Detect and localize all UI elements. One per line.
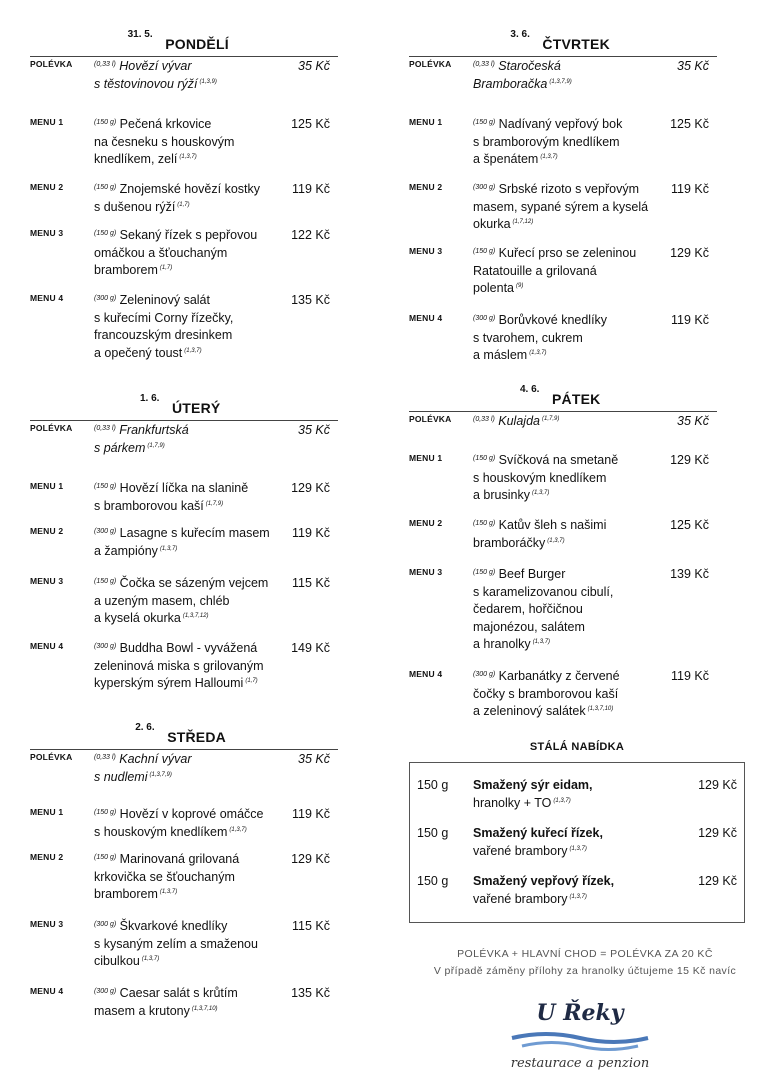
dish-line: a opečený toust xyxy=(94,345,183,360)
item-allergens: (1,3,7) xyxy=(553,797,571,804)
dish-description xyxy=(94,851,294,904)
item-side: vařené brambory xyxy=(473,843,568,858)
dish-line: bramboráčky xyxy=(473,535,546,550)
row-label: POLÉVKA xyxy=(30,59,73,69)
waves-icon xyxy=(510,1030,650,1052)
dish-line: Pečená krkovice xyxy=(116,117,212,131)
item-weight: 150 g xyxy=(417,826,449,840)
day-name: STŘEDA xyxy=(167,729,226,745)
dish-description xyxy=(94,985,294,1020)
day-divider xyxy=(409,56,717,57)
dish-weight: (300 g) xyxy=(473,315,496,322)
dish-description xyxy=(473,668,673,721)
dish-line: a máslem xyxy=(473,348,528,362)
dish-line: a brusinky xyxy=(473,488,530,502)
day-name: PONDĚLÍ xyxy=(165,36,229,52)
dish-line: čočky s bramborovou kaší xyxy=(473,686,619,701)
day-name: ÚTERÝ xyxy=(172,400,221,416)
dish-weight: (150 g) xyxy=(473,119,496,126)
dish-description xyxy=(473,58,673,93)
dish-description xyxy=(94,806,294,841)
dish-line: Hovězí v koprové omáčce xyxy=(116,807,264,821)
dish-weight: (150 g) xyxy=(94,230,117,237)
day-patek xyxy=(409,384,717,718)
dish-description xyxy=(473,312,673,365)
dish-line: Bramboračka xyxy=(473,76,548,91)
dish-line: majonézou, salátem xyxy=(473,619,585,634)
dish-description xyxy=(473,452,673,505)
item-title: Smažený sýr eidam, xyxy=(473,778,593,792)
dish-price: 35 Kč xyxy=(298,59,330,73)
day-date: 3. 6. xyxy=(510,29,530,40)
dish-weight: (150 g) xyxy=(94,184,117,191)
day-divider xyxy=(30,749,338,750)
item-allergens: (1,3,7) xyxy=(569,893,587,900)
dish-line: s dušenou rýží xyxy=(94,199,176,214)
dish-description xyxy=(94,422,294,457)
dish-line: kyperským sýrem Halloumi xyxy=(94,676,244,690)
dish-price: 135 Kč xyxy=(291,293,330,307)
dish-price: 115 Kč xyxy=(292,919,330,933)
dish-line: Nadívaný vepřový bok xyxy=(495,117,623,131)
restaurant-logo xyxy=(490,1000,670,1085)
day-header xyxy=(30,722,338,749)
item-title: Smažený kuřecí řízek, xyxy=(473,826,603,840)
day-divider xyxy=(30,420,338,421)
dish-line: Staročeská xyxy=(494,59,561,73)
dish-price: 119 Kč xyxy=(292,807,330,821)
dish-line: Škvarkové knedlíky xyxy=(116,919,228,933)
dish-description xyxy=(473,245,673,298)
dish-line: masem, sypané sýrem a kyselá xyxy=(473,199,649,214)
dish-line: Caesar salát s krůtím xyxy=(116,986,238,1000)
item-title: Smažený vepřový řízek, xyxy=(473,874,615,888)
dish-price: 129 Kč xyxy=(291,852,330,866)
item-side: hranolky + TO xyxy=(473,795,552,810)
dish-description xyxy=(94,58,294,93)
dish-description xyxy=(473,517,673,552)
row-label: MENU 3 xyxy=(409,246,443,256)
dish-allergens: (1,3,7) xyxy=(532,639,551,645)
dish-line: Svíčková na smetaně xyxy=(495,453,619,467)
dish-line: s karamelizovanou cibulí, xyxy=(473,584,614,599)
dish-line: zeleninová miska s grilovaným xyxy=(94,658,264,673)
dish-allergens: (1,3,7) xyxy=(159,545,178,552)
dish-allergens: (1,3,7,10) xyxy=(587,706,614,712)
dish-price: 119 Kč xyxy=(671,669,709,683)
dish-weight: (300 g) xyxy=(94,921,117,928)
dish-line: cibulkou xyxy=(94,954,140,968)
dish-price: 115 Kč xyxy=(292,576,330,590)
dish-allergens: (1,3,7) xyxy=(179,154,197,160)
dish-allergens: (1,7) xyxy=(177,201,190,208)
dish-allergens: (1,3,9) xyxy=(199,78,217,85)
dish-price: 129 Kč xyxy=(670,246,709,260)
dish-price: 125 Kč xyxy=(670,117,709,131)
dish-line: Frankfurtská xyxy=(115,423,189,437)
dish-line: Kulajda xyxy=(494,414,540,428)
item-side: vařené brambory xyxy=(473,891,568,906)
dish-line: Katův šleh s našimi xyxy=(495,518,607,532)
dish-line: omáčkou a šťouchaným xyxy=(94,245,228,260)
dish-allergens: (1,7,12) xyxy=(512,219,534,225)
dish-price: 119 Kč xyxy=(671,182,709,196)
dish-line: a uzeným masem, chléb xyxy=(94,593,230,608)
dish-line: na česneku s houskovým xyxy=(94,134,235,149)
row-label: MENU 3 xyxy=(30,919,64,929)
dish-price: 122 Kč xyxy=(291,228,330,242)
dish-line: Ratatouille a grilovaná xyxy=(473,263,597,278)
dish-line: Marinovaná grilovaná xyxy=(116,852,240,866)
item-price: 129 Kč xyxy=(698,778,737,792)
dish-line: a špenátem xyxy=(473,152,539,166)
dish-weight: (300 g) xyxy=(94,988,117,995)
dish-price: 35 Kč xyxy=(298,423,330,437)
dish-line: Kachní vývar xyxy=(115,752,192,766)
dish-description xyxy=(473,566,673,654)
dish-description xyxy=(94,575,294,628)
dish-allergens: (1,3,7) xyxy=(229,826,247,833)
dish-line: s bramborovým knedlíkem xyxy=(473,134,620,149)
dish-line: Sekaný řízek s pepřovou xyxy=(116,228,258,242)
dish-line: Hovězí vývar xyxy=(115,59,192,73)
row-label: POLÉVKA xyxy=(30,423,73,433)
row-label: MENU 1 xyxy=(30,481,64,491)
dish-allergens: (1,7) xyxy=(159,265,173,271)
item-weight: 150 g xyxy=(417,874,449,888)
dish-allergens: (1,3,7) xyxy=(184,347,202,354)
dish-line: s kuřecími Corny řízečky, xyxy=(94,310,234,325)
row-label: MENU 1 xyxy=(409,453,443,463)
dish-price: 35 Kč xyxy=(677,414,709,428)
dish-weight: (150 g) xyxy=(473,248,496,255)
dish-line: Buddha Bowl - vyvážená xyxy=(116,641,258,655)
dish-line: bramborem xyxy=(94,887,158,901)
row-label: MENU 3 xyxy=(30,228,64,238)
dish-weight: (150 g) xyxy=(473,455,496,462)
dish-weight: (300 g) xyxy=(94,295,117,302)
dish-line: okurka xyxy=(473,217,511,231)
dish-price: 129 Kč xyxy=(670,453,709,467)
day-header xyxy=(30,29,338,56)
dish-weight: (0,33 l) xyxy=(473,61,495,68)
dish-line: s bramborovou kaší xyxy=(94,498,204,513)
row-label: MENU 1 xyxy=(30,117,64,127)
day-date: 31. 5. xyxy=(127,29,153,40)
dish-allergens: (1,3,7) xyxy=(159,889,178,895)
dish-description xyxy=(94,181,294,216)
dish-line: Lasagne s kuřecím masem xyxy=(116,526,270,540)
row-label: POLÉVKA xyxy=(30,752,73,762)
dish-allergens: (1,3,7,9) xyxy=(149,771,172,778)
dish-weight: (150 g) xyxy=(94,854,117,861)
dish-weight: (300 g) xyxy=(473,184,496,191)
dish-line: a kyselá okurka xyxy=(94,611,181,625)
dish-allergens: (1,3,7,9) xyxy=(549,78,572,85)
row-label: MENU 2 xyxy=(409,182,443,192)
day-streda xyxy=(30,722,338,1018)
row-label: MENU 4 xyxy=(30,986,64,996)
side-swap-note: V případě záměny přílohy za hranolky účtujeme 15 Kč navíc xyxy=(433,965,737,977)
dish-weight: (0,33 l) xyxy=(94,425,116,432)
dish-price: 149 Kč xyxy=(291,641,330,655)
dish-line: s kysaným zelím a smaženou xyxy=(94,936,258,951)
row-label: MENU 1 xyxy=(30,807,64,817)
day-date: 2. 6. xyxy=(135,722,155,733)
dish-weight: (0,33 l) xyxy=(94,61,116,68)
dish-weight: (150 g) xyxy=(473,569,496,576)
dish-allergens: (1,3,7) xyxy=(531,490,550,496)
standing-offer-box xyxy=(409,762,745,923)
dish-line: s nudlemi xyxy=(94,769,148,784)
dish-allergens: (1,3,7) xyxy=(529,350,547,356)
dish-weight: (0,33 l) xyxy=(94,754,116,761)
dish-price: 35 Kč xyxy=(677,59,709,73)
dish-line: čedarem, hořčičnou xyxy=(473,602,583,616)
row-label: MENU 4 xyxy=(30,293,64,303)
item-name xyxy=(473,777,678,812)
dish-price: 135 Kč xyxy=(291,986,330,1000)
row-label: MENU 2 xyxy=(409,518,443,528)
day-pondeli xyxy=(30,29,338,360)
item-price: 129 Kč xyxy=(698,826,737,840)
dish-allergens: (9) xyxy=(516,283,524,289)
dish-allergens: (1,7,9) xyxy=(147,442,165,449)
combo-note: POLÉVKA + HLAVNÍ CHOD = POLÉVKA ZA 20 KČ xyxy=(457,948,713,960)
dish-allergens: (1,7,9) xyxy=(205,500,224,507)
row-label: MENU 4 xyxy=(409,669,443,679)
dish-line: Znojemské hovězí kostky xyxy=(116,182,260,196)
dish-description xyxy=(94,751,294,786)
dish-line: Zeleninový salát xyxy=(116,293,210,307)
day-utery xyxy=(30,393,338,690)
dish-price: 119 Kč xyxy=(292,526,330,540)
dish-weight: (300 g) xyxy=(94,528,117,535)
row-label: MENU 4 xyxy=(409,313,443,323)
item-weight: 150 g xyxy=(417,778,449,792)
dish-line: Karbanátky z červené xyxy=(495,669,620,683)
day-header xyxy=(409,384,717,411)
day-name: ČTVRTEK xyxy=(542,36,610,52)
day-name: PÁTEK xyxy=(552,391,601,407)
row-label: MENU 2 xyxy=(30,182,64,192)
dish-line: s houskovým knedlíkem xyxy=(94,824,228,839)
dish-description xyxy=(473,413,673,431)
dish-allergens: (1,3,7) xyxy=(547,537,565,544)
dish-description xyxy=(94,525,294,560)
dish-line: Borůvkové knedlíky xyxy=(495,313,608,327)
item-name xyxy=(473,825,678,860)
dish-line: Kuřecí prso se zeleninou xyxy=(495,246,637,260)
dish-weight: (150 g) xyxy=(94,483,117,490)
dish-allergens: (1,7,9) xyxy=(541,416,560,422)
dish-price: 129 Kč xyxy=(291,481,330,495)
dish-line: masem a krutony xyxy=(94,1003,190,1018)
dish-line: polenta xyxy=(473,281,515,295)
dish-line: s párkem xyxy=(94,440,146,455)
dish-weight: (150 g) xyxy=(94,119,117,126)
dish-description xyxy=(94,292,294,362)
day-header xyxy=(30,393,338,420)
dish-line: s tvarohem, cukrem xyxy=(473,330,583,345)
dish-allergens: (1,3,7,10) xyxy=(191,1005,218,1012)
dish-weight: (150 g) xyxy=(473,520,496,527)
dish-line: bramborem xyxy=(94,263,158,277)
dish-allergens: (1,3,7,12) xyxy=(182,613,209,619)
dish-description xyxy=(473,181,673,234)
row-label: MENU 2 xyxy=(30,526,64,536)
day-date: 1. 6. xyxy=(140,393,160,404)
day-divider xyxy=(409,411,717,412)
day-header xyxy=(409,29,717,56)
dish-line: s těstovinovou rýží xyxy=(94,76,198,91)
dish-description xyxy=(473,116,673,169)
dish-price: 119 Kč xyxy=(292,182,330,196)
dish-description xyxy=(94,227,294,280)
dish-line: a hranolky xyxy=(473,637,531,651)
dish-line: Beef Burger xyxy=(495,567,566,581)
dish-allergens: (1,7) xyxy=(245,678,258,684)
dish-description xyxy=(94,480,294,515)
logo-name: U Řeky xyxy=(536,1000,624,1026)
dish-description xyxy=(94,640,294,693)
row-label: MENU 1 xyxy=(409,117,443,127)
dish-weight: (300 g) xyxy=(94,643,117,650)
dish-line: Hovězí líčka na slanině xyxy=(116,481,249,495)
dish-description xyxy=(94,116,294,169)
logo-subtitle: restaurace a penzion xyxy=(510,1056,650,1071)
dish-allergens: (1,3,7) xyxy=(141,956,160,962)
dish-price: 139 Kč xyxy=(670,567,709,581)
row-label: POLÉVKA xyxy=(409,59,452,69)
dish-line: s houskovým knedlíkem xyxy=(473,470,607,485)
dish-description xyxy=(94,918,294,971)
item-allergens: (1,3,7) xyxy=(569,845,587,852)
item-name xyxy=(473,873,678,908)
dish-line: a žampióny xyxy=(94,543,158,558)
dish-price: 125 Kč xyxy=(670,518,709,532)
dish-weight: (150 g) xyxy=(94,578,117,585)
dish-weight: (300 g) xyxy=(473,671,496,678)
dish-line: francouzským dresinkem xyxy=(94,328,233,342)
dish-price: 35 Kč xyxy=(298,752,330,766)
row-label: MENU 3 xyxy=(30,576,64,586)
row-label: MENU 3 xyxy=(409,567,443,577)
dish-weight: (0,33 l) xyxy=(473,416,495,423)
dish-price: 125 Kč xyxy=(291,117,330,131)
row-label: POLÉVKA xyxy=(409,414,452,424)
dish-line: krkovička se šťouchaným xyxy=(94,869,235,884)
row-label: MENU 4 xyxy=(30,641,64,651)
dish-line: Čočka se sázeným vejcem xyxy=(116,576,269,590)
day-divider xyxy=(30,56,338,57)
standing-offer-title: STÁLÁ NABÍDKA xyxy=(529,741,625,753)
day-ctvrtek xyxy=(409,29,717,362)
dish-line: a zeleninový salátek xyxy=(473,704,586,718)
row-label: MENU 2 xyxy=(30,852,64,862)
dish-price: 119 Kč xyxy=(671,313,709,327)
dish-line: Srbské rizoto s vepřovým xyxy=(495,182,639,196)
item-price: 129 Kč xyxy=(698,874,737,888)
dish-line: knedlíkem, zelí xyxy=(94,152,178,166)
dish-weight: (150 g) xyxy=(94,809,117,816)
day-date: 4. 6. xyxy=(520,384,540,395)
dish-allergens: (1,3,7) xyxy=(540,154,558,160)
